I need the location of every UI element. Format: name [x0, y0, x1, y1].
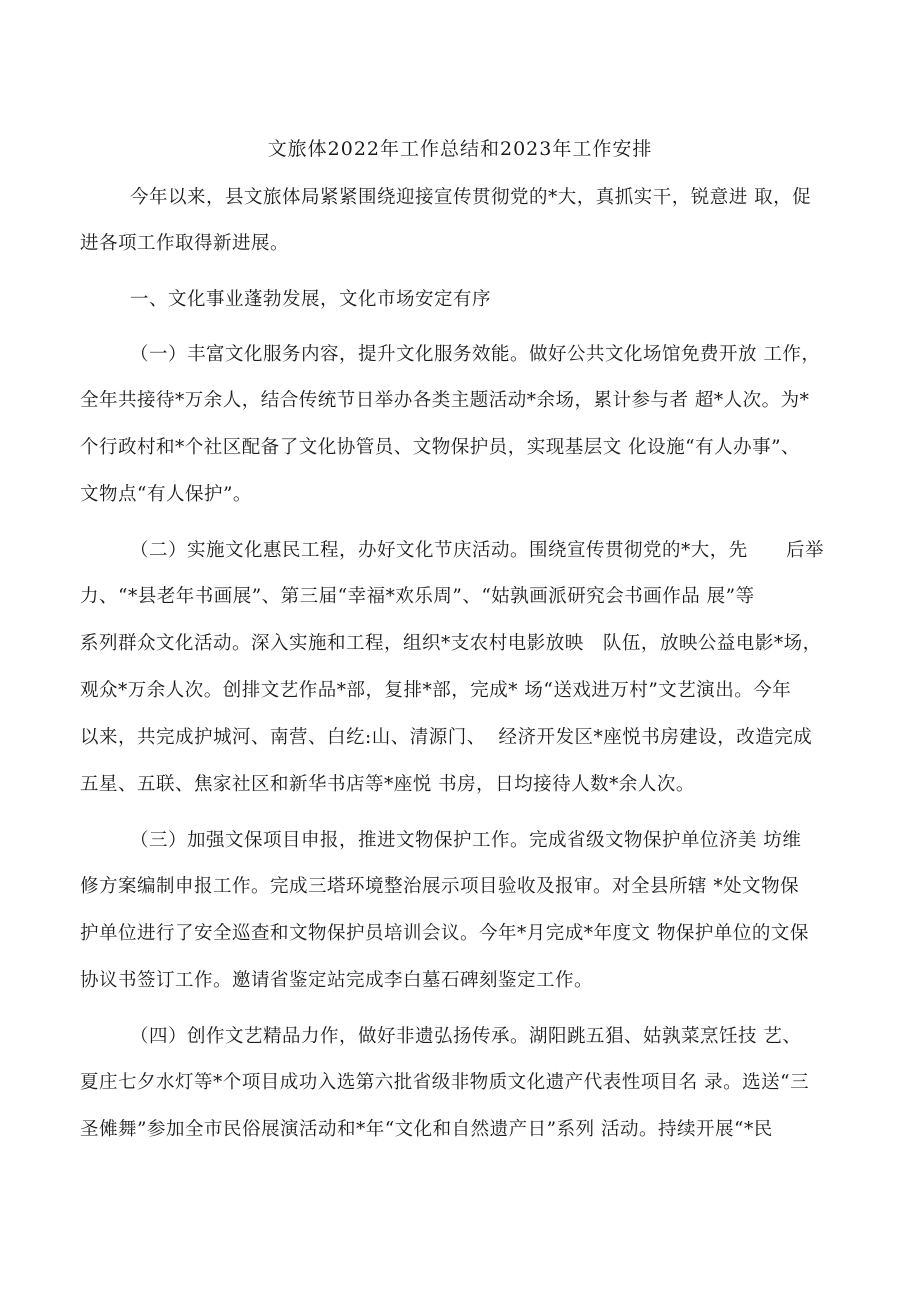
paragraph-line: 系列群众文化活动。深入实施和工程，组织*支农村电影放映 队伍，放映公益电影*场， [80, 633, 822, 654]
paragraph-line: 个行政村和*个社区配备了文化协管员、文物保护员，实现基层文 化设施“有人办事”、 [80, 437, 801, 458]
paragraph-line: （一）丰富文化服务内容，提升文化服务效能。做好公共文化场馆免费开放 工作， [130, 344, 821, 365]
paragraph-line: 夏庄七夕水灯等*个项目成功入选第六批省级非物质文化遗产代表性项目名 录。选送“三 [80, 1072, 810, 1093]
paragraph-line: 圣傩舞”参加全市民俗展演活动和*年“文化和自然遗产日”系列 活动。持续开展“*民 [80, 1119, 773, 1140]
paragraph-line: （三）加强文保项目申报，推进文物保护工作。完成省级文物保护单位济美 坊维 [130, 830, 802, 851]
paragraph-line: 全年共接待*万余人，结合传统节日举办各类主题活动*余场，累计参与者 超*人次。为* [80, 390, 810, 411]
paragraph-line: （四）创作文艺精品力作，做好非遗弘扬传承。湖阳跳五猖、姑孰菜烹饪技 艺、 [130, 1026, 802, 1047]
paragraph-line: 以来，共完成护城河、南营、白纥:山、清源门、 经济开发区*座悦书房建设，改造完成 [80, 727, 813, 748]
paragraph-line: 文物点“有人保护”。 [80, 484, 252, 505]
paragraph-line: 今年以来，县文旅体局紧紧围绕迎接宣传贯彻党的*大，真抓实干，锐意进 取，促 [130, 187, 812, 208]
paragraph-line: 进各项工作取得新进展。 [80, 233, 290, 254]
paragraph-line: 力、“*县老年书画展”、第三届“幸福*欢乐周”、“姑孰画派研究会书画作品 展”等 [80, 586, 755, 607]
paragraph-line: 修方案编制申报工作。完成三塔环境整治展示项目验收及报审。对全县所辖 *处文物保 [80, 876, 800, 897]
paragraph-line: 观众*万余人次。创排文艺作品*部，复排*部，完成* 场“送戏进万村”文艺演出。今年 [80, 680, 792, 701]
paragraph-line: （二）实施文化惠民工程，办好文化节庆活动。围绕宣传贯彻党的*大，先 后举 [130, 540, 825, 561]
paragraph-line: 协议书签订工作。邀请省鉴定站完成李白墓石碑刻鉴定工作。 [80, 970, 594, 991]
paragraph-line: 五星、五联、焦家社区和新华书店等*座悦 书房，日均接待人数*余人次。 [80, 774, 695, 795]
paragraph-line: 护单位进行了安全巡查和文物保护员培训会议。今年*月完成*年度文 物保护单位的文保 [80, 923, 809, 944]
section-heading: 一、文化事业蓬勃发展，文化市场安定有序 [130, 289, 492, 310]
document-title: 文旅体2022年工作总结和2023年工作安排 [267, 138, 653, 160]
